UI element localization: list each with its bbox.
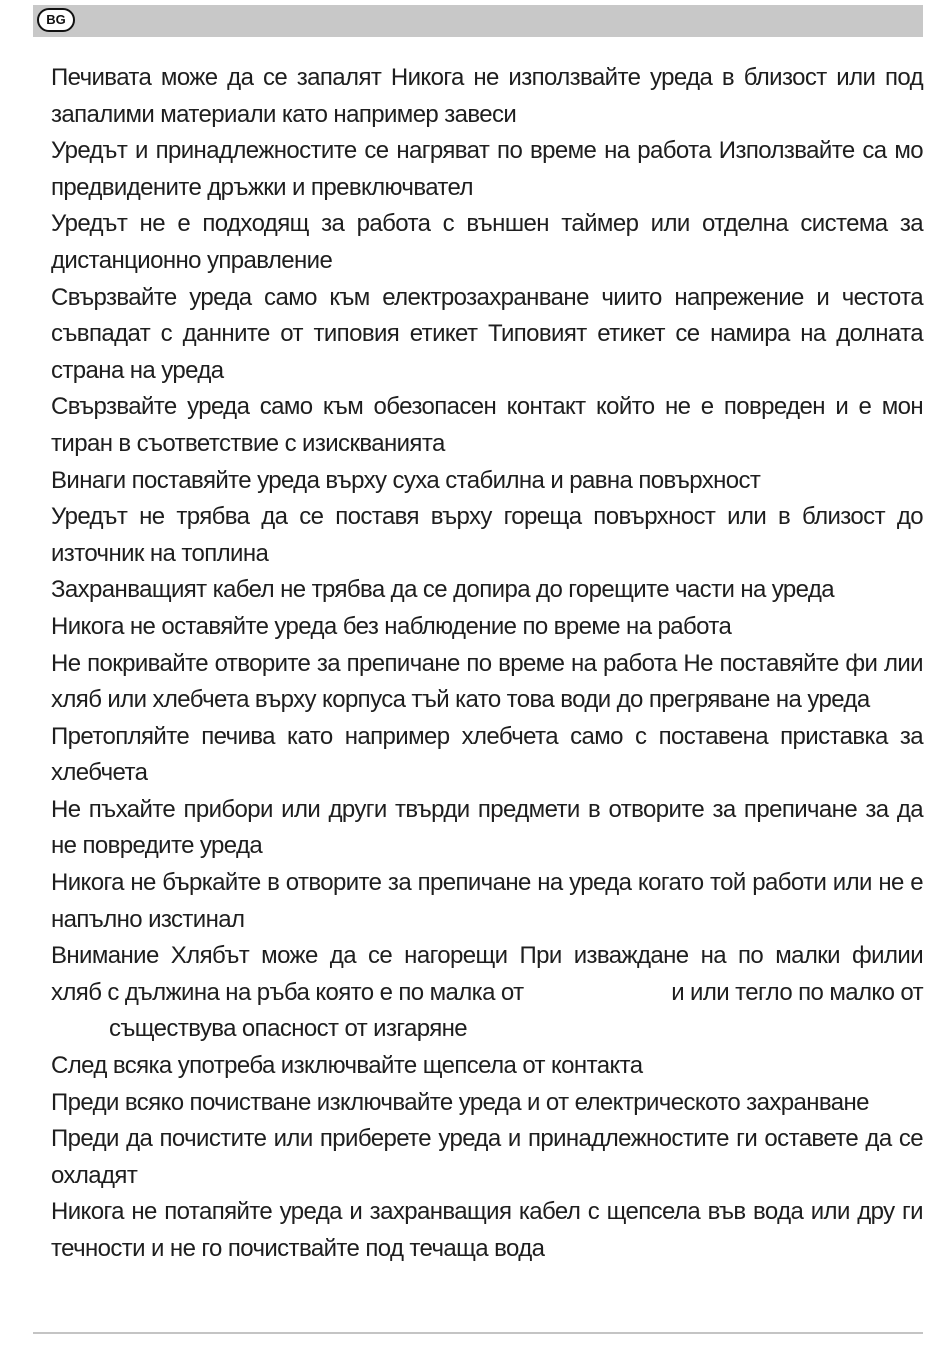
- instruction-paragraph: Никога не бъркайте в отворите за препичане на уреда когато той работи или не е напълно изстинал: [51, 869, 923, 933]
- instruction-paragraph: Уредът не е подходящ за работа с външен таймер или отделна система за дистанционно управление: [51, 210, 923, 274]
- instruction-paragraph: Претопляйте печива като например хлебчета само с поставена приставка за хлебчета: [51, 722, 923, 787]
- language-badge: BG: [37, 8, 75, 32]
- warning-line-2-start: хляб с дължина на ръба която е по малка от: [51, 978, 524, 1006]
- warning-line-1: Внимание Хлябът може да се нагорещи При изваждане на по малки филии: [51, 942, 923, 970]
- warning-line-2: [51, 975, 923, 1012]
- instruction-paragraph: Не покривайте отворите за препичане по време на работа Не поставяйте фи лии хляб или хлебчета върху корпуса тъй като това води до прегряване на уреда: [51, 649, 923, 714]
- instruction-paragraph: Печивата може да се запалят Никога не използвайте уреда в близост или под запалими материали като например завеси: [51, 64, 923, 128]
- instruction-paragraph: Винаги поставяйте уреда върху суха стабилна и равна повърхност: [51, 466, 761, 494]
- instruction-paragraph: Никога не потапяйте уреда и захранващия кабел с щепсела във вода или дру ги течности и не го почиствайте под течаща вода: [51, 1198, 923, 1262]
- instruction-paragraph: Свързвайте уреда само към електрозахранване чиито напрежение и честота съвпадат с данните от типовия етикет Типовият етикет се намира на долната страна на уреда: [51, 283, 923, 384]
- instruction-paragraph: Никога не оставяйте уреда без наблюдение по време на работа: [51, 612, 732, 640]
- instruction-paragraph: Захранващият кабел не трябва да се допира до горещите части на уреда: [51, 576, 835, 604]
- warning-paragraph: [51, 938, 923, 1048]
- footer-rule: [33, 1332, 923, 1334]
- instruction-paragraph: Преди всяко почистване изключвайте уреда и от електрическото захранване: [51, 1088, 869, 1116]
- instruction-paragraph: Преди да почистите или приберете уреда и принадлежностите ги оставете да се охладят: [51, 1125, 923, 1189]
- instruction-paragraph: Уредът не трябва да се поставя върху гореща повърхност или в близост до източник на топлина: [51, 503, 923, 567]
- safety-instructions: [51, 60, 923, 1268]
- instruction-paragraph: След всяка употреба изключвайте щепсела от контакта: [51, 1052, 643, 1080]
- instruction-paragraph: Не пъхайте прибори или други твърди предмети в отворите за препичане за да не повредите уреда: [51, 795, 923, 860]
- header-bar: [33, 5, 923, 37]
- instruction-paragraph: Свързвайте уреда само към обезопасен контакт който не е повреден и е мон тиран в съответствие с изискванията: [51, 393, 923, 457]
- warning-line-3: съществува опасност от изгаряне: [109, 1015, 468, 1043]
- instruction-paragraph: Уредът и принадлежностите се нагряват по време на работа Използвайте са мо предвидените дръжки и превключвател: [51, 137, 923, 201]
- warning-line-2-end: и или тегло по малко от: [671, 978, 923, 1006]
